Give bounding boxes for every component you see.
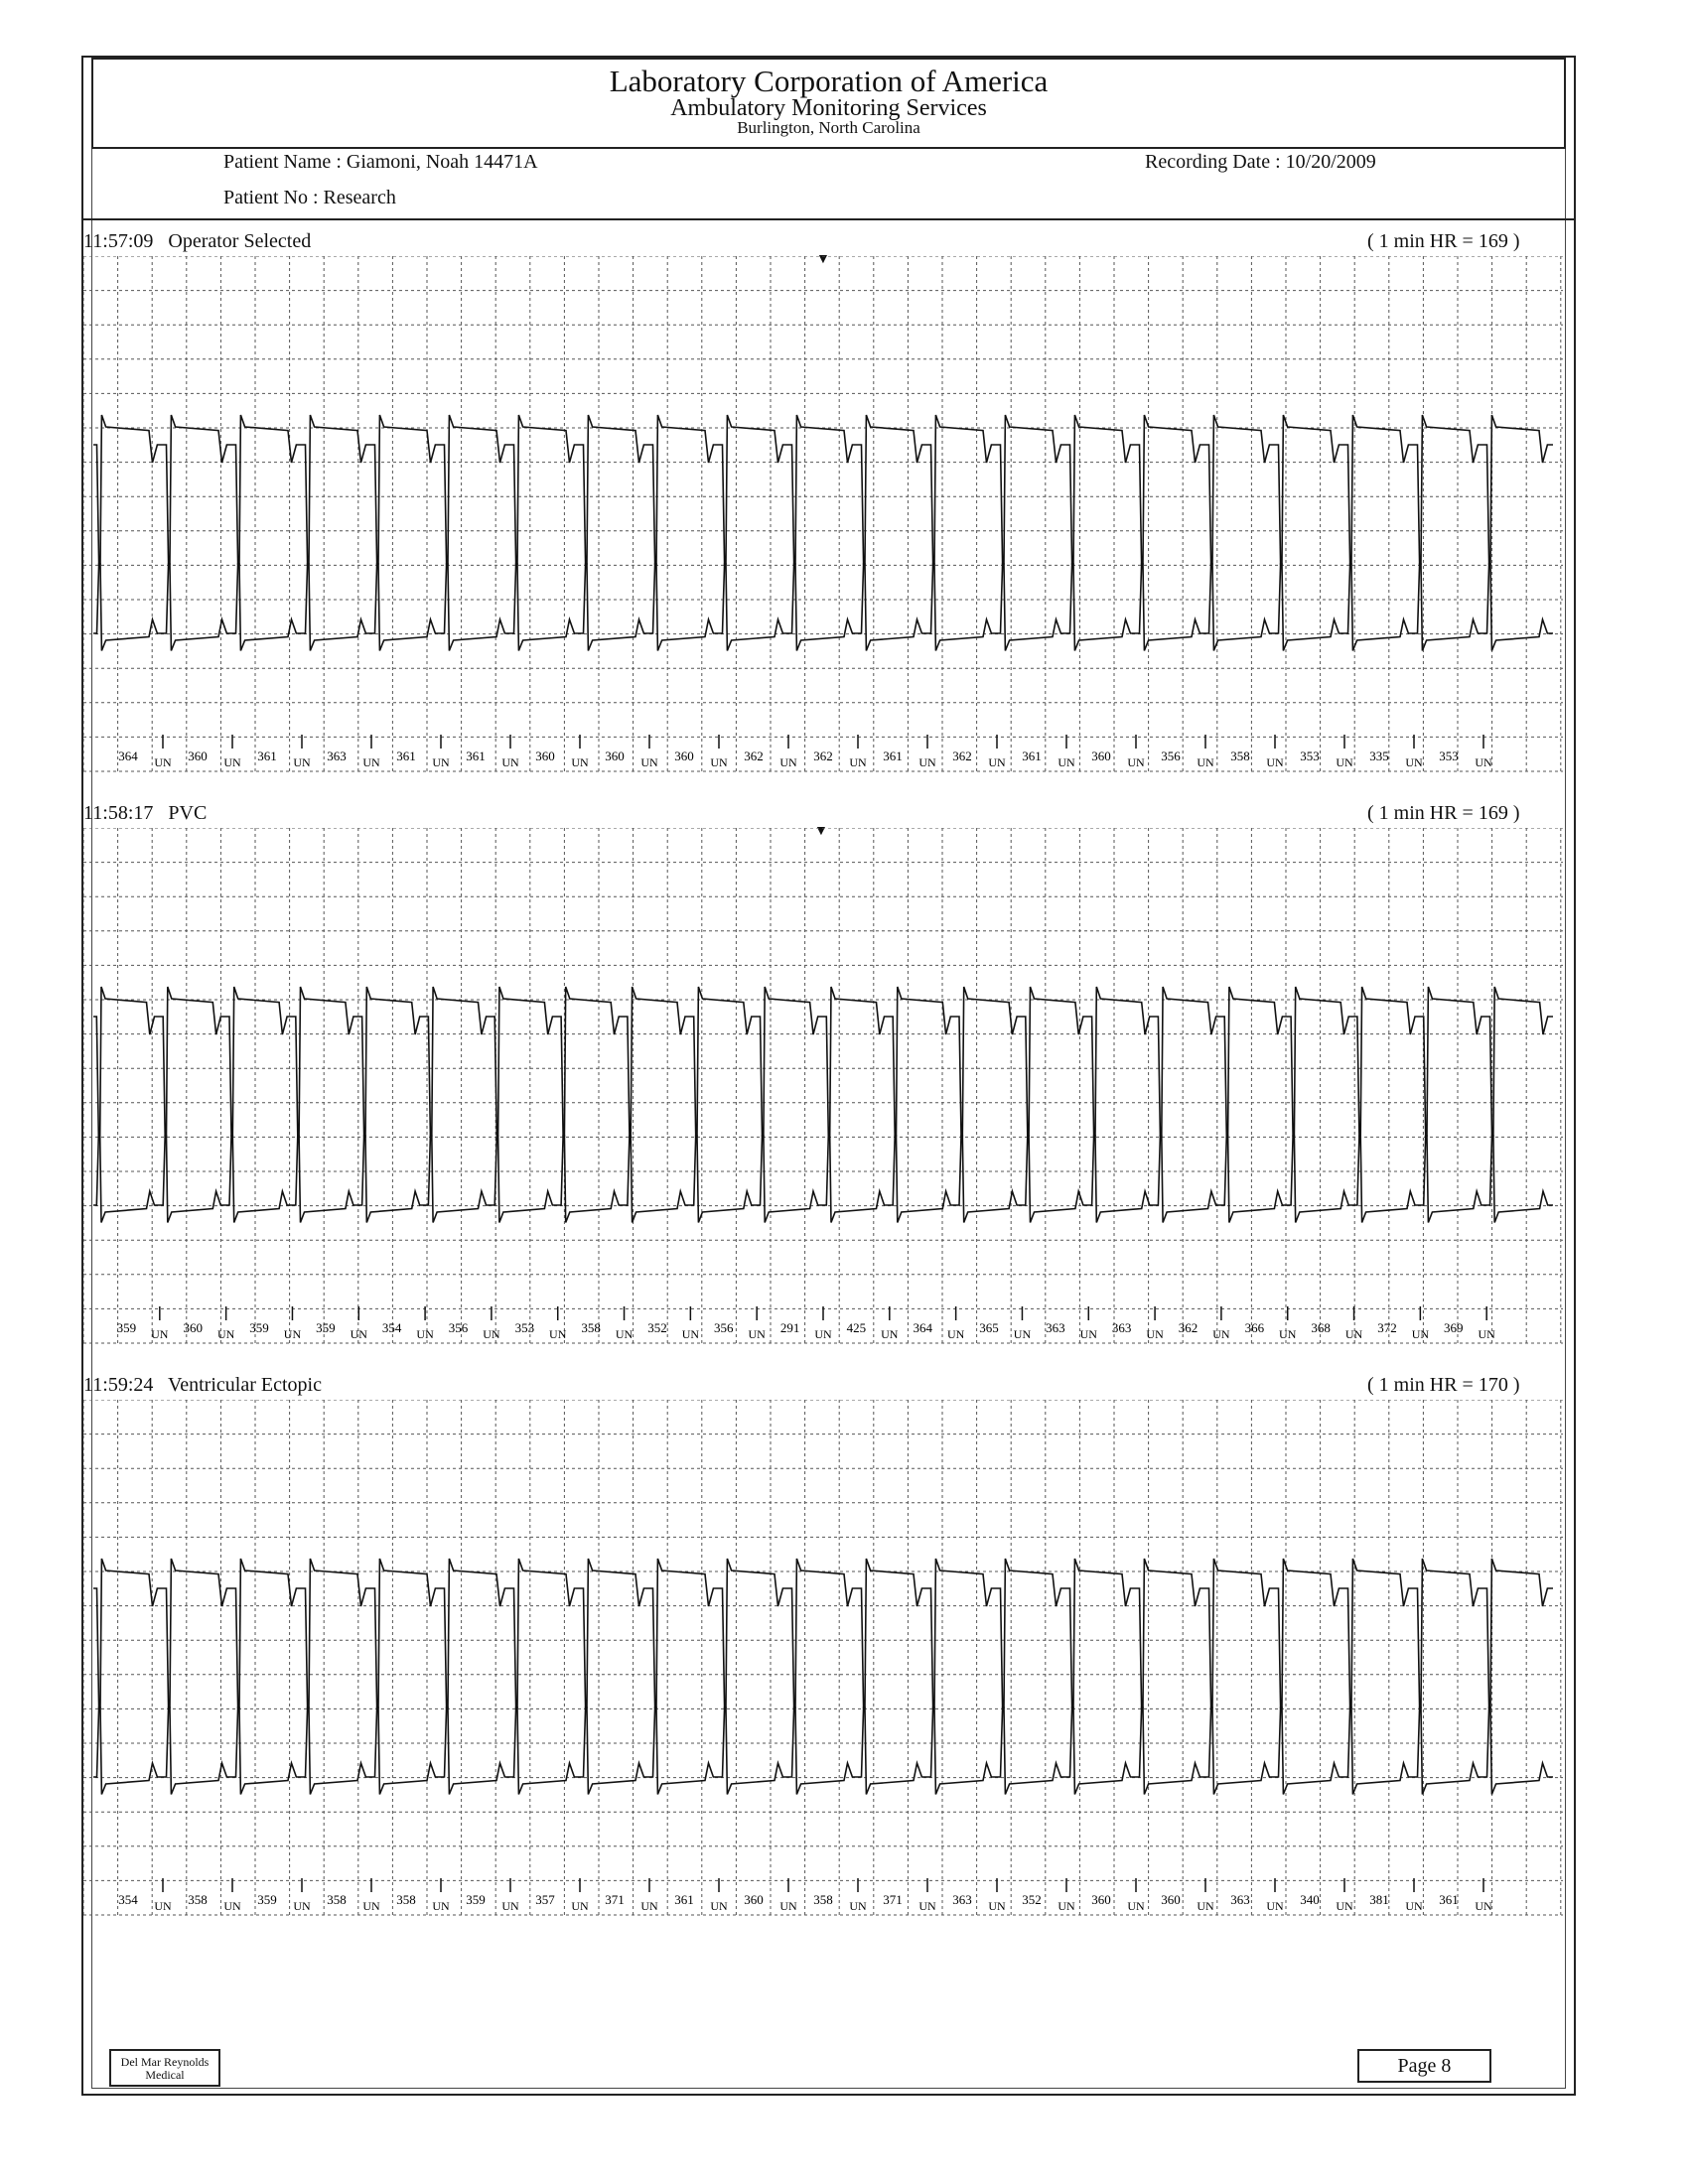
ecg-trace-lead-2 [93, 1136, 1553, 1223]
rr-interval-label: 352 [1022, 1892, 1042, 1907]
rr-interval-label: 360 [183, 1320, 203, 1335]
rr-interval-label: 353 [514, 1320, 535, 1335]
service-name: Ambulatory Monitoring Services [670, 95, 987, 121]
beat-label: UN [1127, 1899, 1145, 1913]
beat-label: UN [1411, 1327, 1430, 1341]
beat-label: UN [154, 755, 172, 769]
strip-3-time: 11:59:24 [83, 1374, 154, 1396]
beat-label: UN [1146, 1327, 1164, 1341]
beat-label: UN [1013, 1327, 1032, 1341]
beat-label: UN [1344, 1327, 1363, 1341]
strip-1-event: Operator Selected [168, 230, 312, 252]
beat-label: UN [918, 755, 936, 769]
ecg-trace-lead-1 [93, 1559, 1553, 1707]
strip-1-time: 11:57:09 [83, 230, 154, 252]
beat-label: UN [1197, 1899, 1214, 1913]
strip-2-event: PVC [168, 802, 208, 824]
strip-2-title [83, 802, 207, 825]
beat-label: UN [1266, 1899, 1284, 1913]
patient-number-label: Patient No [223, 187, 308, 208]
rr-interval-label: 360 [188, 749, 208, 763]
rr-interval-label: 362 [1178, 1320, 1198, 1335]
rr-interval-label: 354 [118, 1892, 138, 1907]
patient-name-label: Patient Name [223, 151, 332, 173]
beat-label: UN [849, 1899, 867, 1913]
beat-label: UN [1405, 1899, 1423, 1913]
beat-label: UN [710, 1899, 728, 1913]
rr-interval-label: 365 [979, 1320, 999, 1335]
logo-line-2: Medical [145, 2068, 185, 2082]
rr-interval-label: 359 [466, 1892, 486, 1907]
ecg-trace-lead-1 [93, 415, 1553, 564]
beat-label: UN [362, 1899, 380, 1913]
patient-number-value: : Research [313, 187, 396, 208]
patient-name-value: : Giamoni, Noah 14471A [336, 151, 538, 173]
recording-date-label: Recording Date [1145, 151, 1271, 173]
beat-label: UN [1266, 755, 1284, 769]
beat-label: UN [223, 1899, 241, 1913]
strip-3-title [83, 1374, 322, 1397]
rr-interval-label: 362 [744, 749, 764, 763]
rr-interval-label: 363 [1046, 1320, 1065, 1335]
beat-label: UN [1475, 755, 1492, 769]
recording-date [1145, 151, 1376, 174]
beat-label: UN [1279, 1327, 1297, 1341]
beat-label: UN [432, 755, 450, 769]
beat-label: UN [881, 1327, 899, 1341]
beat-label: UN [681, 1327, 700, 1341]
page-number: Page 8 [1357, 2049, 1491, 2083]
beat-label: UN [223, 755, 241, 769]
beat-label: UN [549, 1327, 567, 1341]
beat-label: UN [483, 1327, 500, 1341]
rr-interval-label: 356 [714, 1320, 734, 1335]
beat-label: UN [501, 755, 519, 769]
header-separator [81, 218, 1576, 220]
rr-interval-label: 364 [913, 1320, 932, 1335]
beat-label: UN [1405, 755, 1423, 769]
rr-interval-label: 360 [605, 749, 625, 763]
rr-interval-label: 360 [535, 749, 555, 763]
beat-label: UN [710, 755, 728, 769]
beat-label: UN [779, 755, 797, 769]
rr-interval-label: 360 [1161, 1892, 1181, 1907]
beat-label: UN [1058, 755, 1075, 769]
lab-location: Burlington, North Carolina [737, 118, 920, 137]
beat-label: UN [748, 1327, 766, 1341]
rr-interval-label: 358 [1230, 749, 1250, 763]
beat-label: UN [216, 1327, 235, 1341]
rr-interval-label: 362 [813, 749, 833, 763]
lab-name: Laboratory Corporation of America [609, 64, 1049, 98]
rr-interval-label: 360 [1091, 1892, 1111, 1907]
rr-interval-label: 366 [1244, 1320, 1265, 1335]
logo-line-1: Del Mar Reynolds [120, 2055, 210, 2069]
beat-label: UN [946, 1327, 965, 1341]
rr-interval-label: 340 [1300, 1892, 1320, 1907]
ecg-trace-lead-2 [93, 1707, 1553, 1795]
beat-label: UN [988, 1899, 1006, 1913]
beat-label: UN [988, 755, 1006, 769]
strip-2-heart-rate: ( 1 min HR = 169 ) [1367, 802, 1520, 824]
rr-interval-label: 358 [188, 1892, 208, 1907]
beat-label: UN [615, 1327, 634, 1341]
beat-label: UN [1212, 1327, 1230, 1341]
rr-interval-label: 363 [1230, 1892, 1250, 1907]
rr-interval-label: 371 [883, 1892, 903, 1907]
rr-interval-label: 359 [249, 1320, 269, 1335]
beat-label: UN [571, 1899, 589, 1913]
ecg-grid [83, 828, 1563, 1344]
beat-label: UN [640, 755, 658, 769]
rr-interval-label: 360 [674, 749, 694, 763]
beat-label: UN [918, 1899, 936, 1913]
rr-interval-label: 356 [1161, 749, 1181, 763]
rr-interval-label: 358 [327, 1892, 347, 1907]
rr-interval-label: 361 [396, 749, 416, 763]
rr-interval-label: 357 [535, 1892, 555, 1907]
report-header [91, 58, 1566, 149]
rr-interval-label: 359 [316, 1320, 336, 1335]
strip-3-event: Ventricular Ectopic [168, 1374, 322, 1396]
rr-interval-label: 363 [952, 1892, 972, 1907]
beat-label: UN [1127, 755, 1145, 769]
beat-label: UN [293, 1899, 311, 1913]
ecg-strip-2 [83, 828, 1563, 1364]
beat-label: UN [362, 755, 380, 769]
manufacturer-logo [109, 2049, 220, 2087]
rr-interval-label: 361 [466, 749, 486, 763]
rr-interval-label: 359 [257, 1892, 277, 1907]
rr-interval-label: 358 [396, 1892, 416, 1907]
rr-interval-label: 361 [883, 749, 903, 763]
beat-label: UN [501, 1899, 519, 1913]
strip-3-heart-rate: ( 1 min HR = 170 ) [1367, 1374, 1520, 1396]
rr-interval-label: 354 [381, 1320, 402, 1335]
rr-interval-label: 360 [744, 1892, 764, 1907]
beat-label: UN [814, 1327, 832, 1341]
beat-label: UN [1058, 1899, 1075, 1913]
patient-name [223, 151, 538, 174]
rr-interval-label: 361 [674, 1892, 694, 1907]
beat-label: UN [849, 755, 867, 769]
ecg-grid [83, 256, 1563, 772]
rr-interval-label: 371 [605, 1892, 625, 1907]
strip-1-heart-rate: ( 1 min HR = 169 ) [1367, 230, 1520, 252]
strip-2-event-marker: ▼ [814, 824, 828, 839]
rr-interval-label: 368 [1311, 1320, 1331, 1335]
strip-1-title [83, 230, 311, 253]
beat-label: UN [1079, 1327, 1097, 1341]
rr-interval-label: 369 [1444, 1320, 1464, 1335]
recording-date-value: : 10/20/2009 [1275, 151, 1376, 173]
ecg-trace-lead-2 [93, 564, 1553, 651]
rr-interval-label: 425 [846, 1320, 867, 1335]
beat-label: UN [1336, 755, 1353, 769]
ecg-trace-lead-1 [93, 987, 1553, 1136]
beat-label: UN [350, 1327, 367, 1341]
rr-interval-label: 360 [1091, 749, 1111, 763]
rr-interval-label: 335 [1369, 749, 1389, 763]
beat-label: UN [779, 1899, 797, 1913]
beat-label: UN [432, 1899, 450, 1913]
rr-interval-label: 358 [581, 1320, 601, 1335]
beat-label: UN [154, 1899, 172, 1913]
ecg-strip-1 [83, 256, 1563, 792]
rr-interval-label: 362 [952, 749, 972, 763]
rr-interval-label: 359 [116, 1320, 137, 1335]
rr-interval-label: 358 [813, 1892, 833, 1907]
beat-label: UN [151, 1327, 169, 1341]
beat-label: UN [1478, 1327, 1495, 1341]
beat-label: UN [283, 1327, 302, 1341]
rr-interval-label: 361 [1022, 749, 1042, 763]
rr-interval-label: 363 [1111, 1320, 1132, 1335]
rr-interval-label: 361 [1439, 1892, 1459, 1907]
beat-label: UN [571, 755, 589, 769]
strip-1-event-marker: ▼ [816, 252, 830, 267]
patient-number [223, 187, 396, 209]
rr-interval-label: 356 [448, 1320, 469, 1335]
rr-interval-label: 372 [1377, 1320, 1397, 1335]
rr-interval-label: 364 [118, 749, 138, 763]
rr-interval-label: 291 [779, 1320, 800, 1335]
rr-interval-label: 381 [1369, 1892, 1389, 1907]
rr-interval-label: 353 [1300, 749, 1320, 763]
beat-label: UN [640, 1899, 658, 1913]
beat-label: UN [293, 755, 311, 769]
rr-interval-label: 353 [1439, 749, 1459, 763]
ecg-strip-3 [83, 1400, 1563, 1936]
rr-interval-label: 361 [257, 749, 277, 763]
rr-interval-label: 352 [647, 1320, 667, 1335]
beat-label: UN [1197, 755, 1214, 769]
strip-2-time: 11:58:17 [83, 802, 154, 824]
beat-label: UN [416, 1327, 434, 1341]
rr-interval-label: 363 [327, 749, 347, 763]
ecg-grid [83, 1400, 1563, 1916]
beat-label: UN [1336, 1899, 1353, 1913]
beat-label: UN [1475, 1899, 1492, 1913]
